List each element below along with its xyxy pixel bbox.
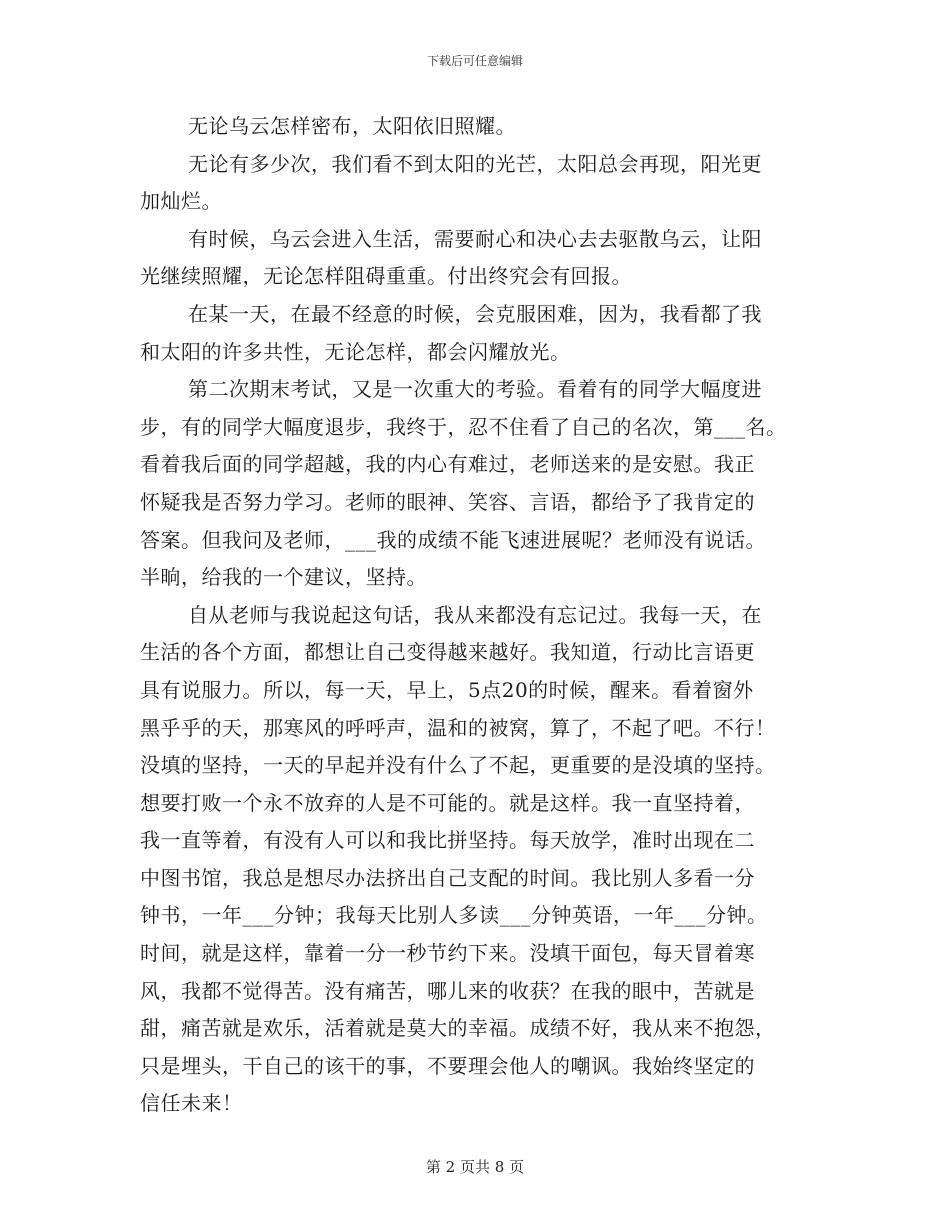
text-line: 甜，痛苦就是欢乐，活着就是莫大的幸福。成绩不好，我从来不抱怨， (140, 1016, 776, 1041)
page-header: 下载后可任意编辑 (426, 54, 523, 68)
text-line: 生活的各个方面，都想让自己变得越来越好。我知道，行动比言语更 (140, 640, 755, 665)
text-line: 只是埋头，干自己的该干的事，不要理会他人的嘲讽。我始终坚定的 (140, 1053, 755, 1078)
text-line: 怀疑我是否努力学习。老师的眼神、笑容、言语，都给予了我肯定的 (140, 489, 755, 514)
text-line: 中图书馆，我总是想尽办法挤出自己支配的时间。我比别人多看一分 (140, 865, 755, 890)
document-body (140, 108, 820, 1123)
text-line: 风，我都不觉得苦。没有痛苦，哪儿来的收获？在我的眼中，苦就是 (140, 978, 755, 1003)
text-line: 无论乌云怎样密布，太阳依旧照耀。 (188, 114, 516, 138)
text-line: 和太阳的许多共性，无论怎样，都会闪耀放光。 (140, 339, 571, 364)
text-line: 步，有的同学大幅度退步，我终于，忍不住看了自己的名次，第___名。 (140, 414, 787, 439)
text-line: 半晌，给我的一个建议，坚持。 (140, 565, 427, 590)
text-line: 黑乎乎的天，那寒风的呼呼声，温和的被窝，算了，不起了吧。不行！ (140, 715, 776, 740)
text-line: 时间，就是这样，靠着一分一秒节约下来。没填干面包，每天冒着寒 (140, 941, 755, 966)
text-line: 没填的坚持，一天的早起并没有什么了不起，更重要的是没填的坚持。 (140, 753, 776, 778)
text-line: 我一直等着，有没有人可以和我比拼坚持。每天放学，准时出现在二 (140, 828, 755, 853)
text-line: 自从老师与我说起这句话，我从来都没有忘记过。我每一天，在 (188, 602, 762, 627)
text-line: 第二次期末考试，又是一次重大的考验。看着有的同学大幅度进 (188, 377, 762, 402)
text-line: 具有说服力。所以，每一天，早上，5点20的时候，醒来。看着窗外 (140, 677, 754, 702)
text-line: 想要打败一个永不放弃的人是不可能的。就是这样。我一直坚持着， (140, 790, 755, 815)
text-line: 信任未来！ (140, 1091, 243, 1116)
text-line: 在某一天，在最不经意的时候，会克服困难，因为，我看都了我 (188, 301, 762, 326)
text-line: 钟书，一年___分钟；我每天比别人多读___分钟英语，一年___分钟。 (140, 903, 768, 928)
page-number: 第 2 页共 8 页 (425, 1158, 525, 1176)
text-line: 有时候，乌云会进入生活，需要耐心和决心去去驱散乌云，让阳 (188, 226, 762, 251)
text-line: 看着我后面的同学超越，我的内心有难过，老师送来的是安慰。我正 (140, 452, 755, 477)
text-line: 光继续照耀，无论怎样阻碍重重。付出终究会有回报。 (140, 264, 632, 289)
text-line: 无论有多少次，我们看不到太阳的光芒，太阳总会再现，阳光更 (188, 151, 762, 176)
text-line: 加灿烂。 (140, 189, 222, 214)
text-line: 答案。但我问及老师，___我的成绩不能飞速进展呢？老师没有说话。 (140, 527, 766, 552)
